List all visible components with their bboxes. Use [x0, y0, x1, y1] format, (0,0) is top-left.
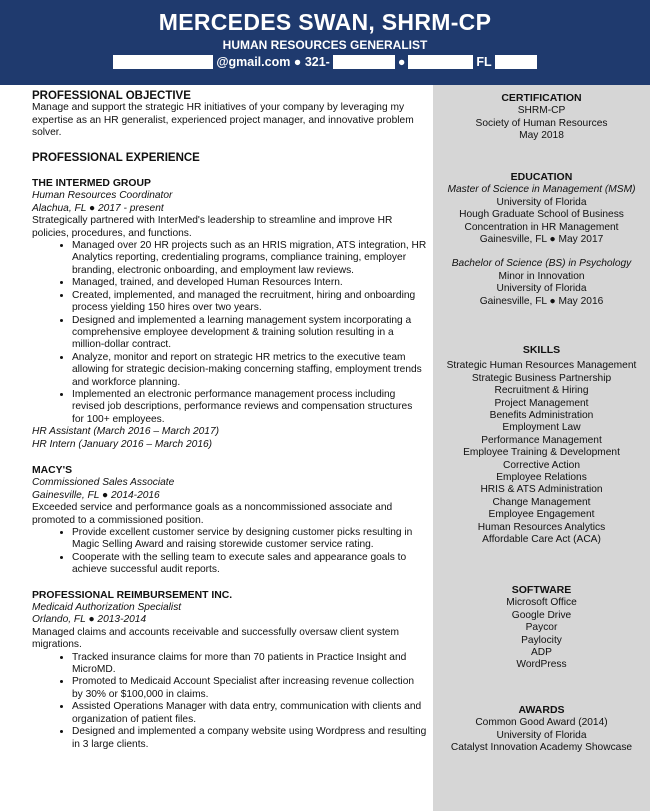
software-section — [433, 584, 650, 672]
awards-title: AWARDS — [518, 704, 565, 716]
extra-role: HR Intern (January 2016 – March 2016) — [32, 438, 213, 450]
degree-title: Master of Science in Management (MSM) — [447, 184, 636, 196]
skills-section — [433, 344, 650, 547]
degree-line: University of Florida — [496, 196, 587, 208]
certification-title: CERTIFICATION — [501, 92, 582, 104]
job-macys — [32, 465, 427, 577]
job-company: THE INTERMED GROUP — [32, 178, 151, 190]
skill-item: HRIS & ATS Administration — [480, 484, 603, 496]
job-summary: Strategically partnered with InterMed's leadership to streamline and improve HR policies, procedures, and functions. — [32, 215, 393, 239]
job-location: Alachua, FL ● 2017 - present — [32, 202, 164, 214]
job-company: PROFESSIONAL REIMBURSEMENT INC. — [32, 589, 233, 601]
redacted-email-user — [113, 55, 213, 69]
awards-section — [433, 704, 650, 755]
sidebar — [433, 85, 650, 811]
list-item: • Provide excellent customer service by designing customer picks resulting in Magic Selling Award and raising storewide customer service rating. — [72, 527, 427, 552]
job-bullets — [32, 527, 427, 577]
list-item: • Managed, trained, and developed Human Resources Intern. — [72, 277, 427, 289]
skill-item: Affordable Care Act (ACA) — [482, 534, 601, 546]
job-reimbursement — [32, 590, 427, 751]
software-item: Paycor — [525, 622, 558, 634]
software-item: WordPress — [516, 659, 567, 671]
list-item: • Analyze, monitor and report on strategic HR metrics to the executive team allowing for strategic decision-making concerning staffing, employment trends and workforce planning. — [72, 352, 427, 389]
redacted-phone — [333, 55, 395, 69]
job-role: Medicaid Authorization Specialist — [32, 602, 182, 614]
redacted-zip — [495, 55, 537, 69]
list-item: • Assisted Operations Manager with data entry, communication with clients and organization of patient files. — [72, 701, 427, 726]
award-item: University of Florida — [496, 729, 587, 741]
degree-line: University of Florida — [496, 283, 587, 295]
degree-title: Bachelor of Science (BS) in Psychology — [451, 258, 632, 270]
extra-role: HR Assistant (March 2016 – March 2017) — [32, 426, 220, 438]
skill-item: Employment Law — [502, 422, 581, 434]
job-bullets — [32, 240, 427, 426]
cert-line: SHRM-CP — [517, 105, 566, 117]
job-company: MACY'S — [32, 464, 72, 476]
experience-title: PROFESSIONAL EXPERIENCE — [32, 151, 200, 164]
software-item: Paylocity — [521, 634, 562, 646]
education-title: EDUCATION — [510, 171, 573, 183]
software-item: Microsoft Office — [506, 597, 577, 609]
job-role: Commissioned Sales Associate — [32, 477, 175, 489]
certification-section — [433, 92, 650, 143]
skill-item: Human Resources Analytics — [477, 521, 606, 533]
education-section — [433, 171, 650, 308]
job-location: Orlando, FL ● 2013-2014 — [32, 614, 147, 626]
skill-item: Project Management — [494, 397, 589, 409]
skill-item: Strategic Business Partnership — [471, 372, 612, 384]
software-title: SOFTWARE — [511, 584, 572, 596]
degree-line: Minor in Innovation — [498, 270, 585, 282]
skill-item: Employee Training & Development — [463, 447, 620, 459]
skill-item: Employee Relations — [496, 472, 587, 484]
objective-text: Manage and support the strategic HR initiatives of your company by leveraging my expertise as an HR generalist, experienced project manager, and innovative problem solver. — [32, 102, 414, 139]
skill-item: Recruitment & Hiring — [494, 385, 589, 397]
job-location: Gainesville, FL ● 2014-2016 — [32, 489, 160, 501]
award-item: Common Good Award (2014) — [475, 717, 608, 729]
skills-title: SKILLS — [522, 344, 561, 356]
contact-bullet: ● — [397, 55, 406, 69]
software-item: Google Drive — [511, 609, 572, 621]
list-item: • Tracked insurance claims for more than 70 patients in Practice Insight and MicroMD. — [72, 652, 427, 677]
job-bullets — [32, 652, 427, 751]
degree-line: Gainesville, FL ● May 2017 — [479, 234, 604, 246]
contact-email-phone: @gmail.com ● 321- — [216, 55, 330, 69]
contact-state: FL — [476, 55, 492, 69]
skill-item: Corrective Action — [502, 459, 580, 471]
candidate-name: MERCEDES SWAN, SHRM-CP — [158, 9, 492, 35]
cert-line: Society of Human Resources — [475, 117, 608, 129]
skill-item: Benefits Administration — [489, 410, 594, 422]
job-summary: Exceeded service and performance goals as a noncommissioned associate and promoted to a commissioned position. — [32, 502, 393, 526]
contact-line — [0, 55, 650, 69]
skill-item: Change Management — [492, 496, 591, 508]
candidate-title: HUMAN RESOURCES GENERALIST — [222, 38, 428, 52]
degree-line: Hough Graduate School of Business — [459, 209, 624, 221]
skill-item: Performance Management — [481, 434, 602, 446]
list-item: • Implemented an electronic performance management process including revised job descriptions, performance reviews and compensation structures for 100+ employees. — [72, 389, 427, 426]
software-item: ADP — [531, 647, 552, 659]
resume-header — [0, 0, 650, 85]
skill-item: Employee Engagement — [488, 509, 595, 521]
list-item: • Cooperate with the selling team to execute sales and appearance goals to achieve successful audit reports. — [72, 552, 427, 577]
degree-line: Gainesville, FL ● May 2016 — [479, 295, 604, 307]
objective-title: PROFESSIONAL OBJECTIVE — [32, 90, 191, 102]
cert-line: May 2018 — [519, 130, 564, 142]
skill-item: Strategic Human Resources Management — [446, 360, 637, 372]
redacted-city — [408, 55, 473, 69]
job-intermed — [32, 178, 427, 451]
list-item: • Designed and implemented a company website using Wordpress and resulting in 3 large clients. — [72, 726, 427, 751]
award-item: Catalyst Innovation Academy Showcase — [450, 742, 633, 754]
list-item: • Created, implemented, and managed the recruitment, hiring and onboarding process yielding 150 hires over two years. — [72, 290, 427, 315]
degree-line: Concentration in HR Management — [464, 221, 619, 233]
job-summary: Managed claims and accounts receivable and successfully oversaw client system migrations. — [32, 626, 399, 651]
list-item: • Managed over 20 HR projects such as an HRIS migration, ATS integration, HR Analytics reporting, credentialing programs, compliance training, employer branding, electronic onboarding, and employment law reviews. — [72, 240, 427, 277]
job-role: Human Resources Coordinator — [32, 190, 173, 202]
main-column — [32, 90, 427, 751]
list-item: • Designed and implemented a learning management system incorporating a comprehensive employee development & training solution resulting in a million-dollar contract. — [72, 315, 427, 352]
list-item: • Promoted to Medicaid Account Specialist after increasing revenue collection by 30% or $100,000 in claims. — [72, 676, 427, 701]
